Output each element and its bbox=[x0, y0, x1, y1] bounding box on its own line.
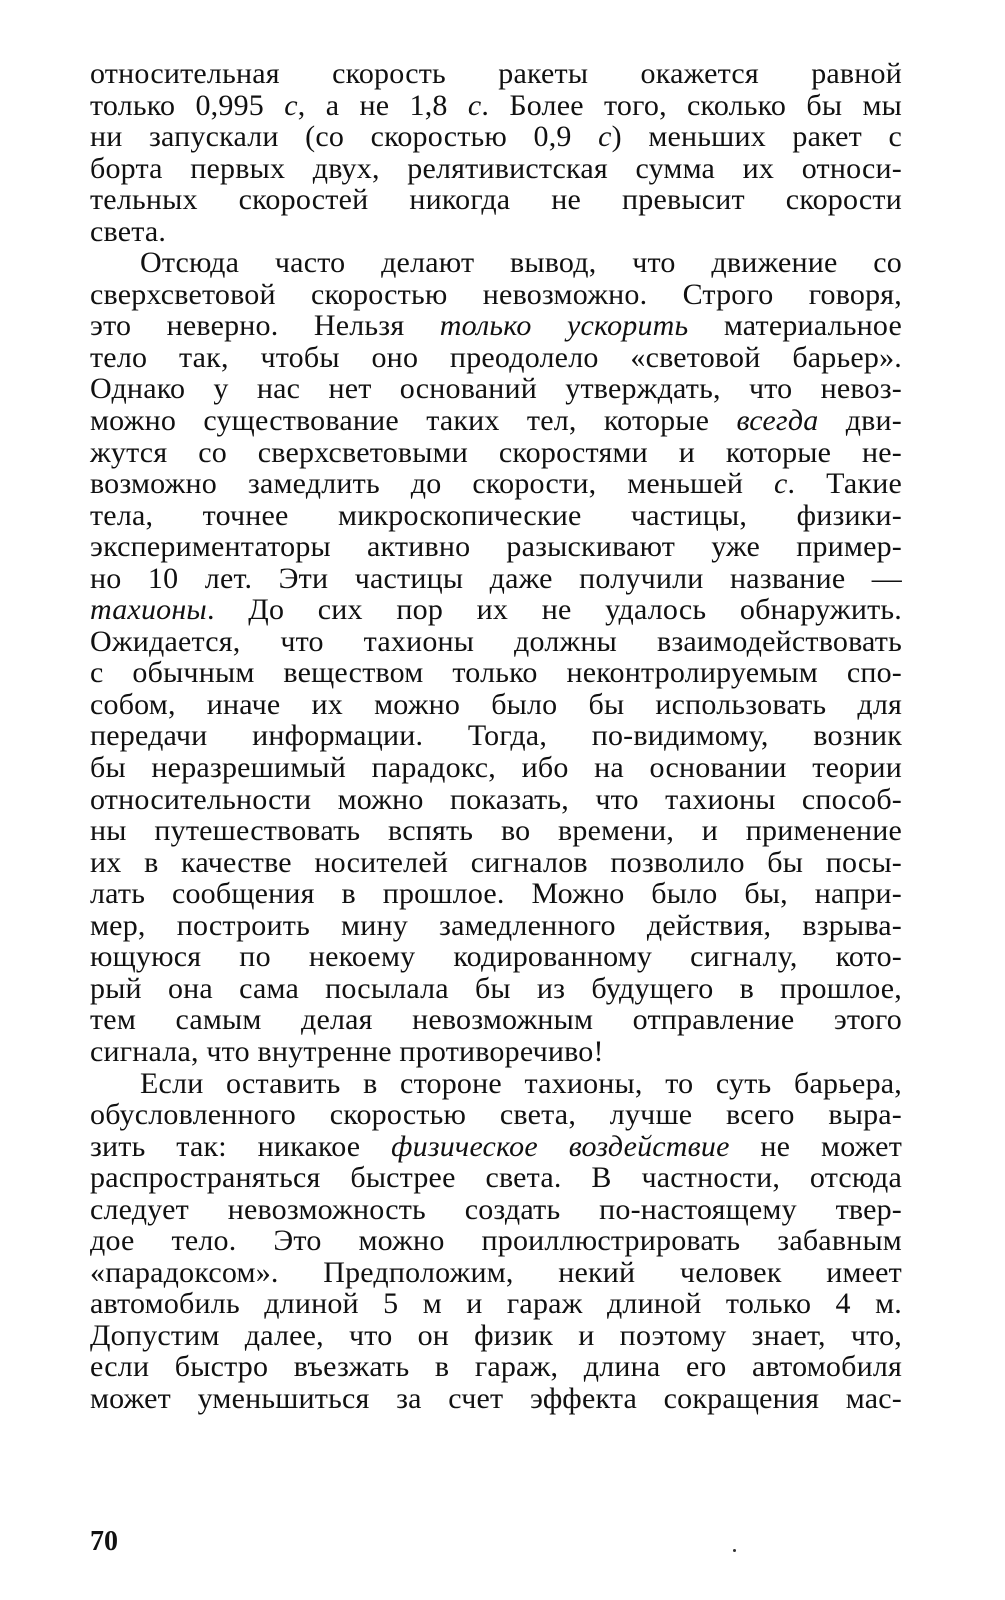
text-segment: лать сообщения в прошлое. Можно было бы, напри- bbox=[90, 877, 902, 911]
text-line bbox=[90, 1257, 902, 1289]
text-segment: дви- bbox=[818, 404, 902, 438]
text-segment: передачи информации. Тогда, по-видимому, возник bbox=[90, 719, 902, 753]
italic-text-segment: физическое воздействие bbox=[391, 1129, 730, 1163]
text-segment: зить так: никакое bbox=[90, 1129, 392, 1163]
text-segment: борта первых двух, релятивистская сумма их относи- bbox=[90, 151, 902, 185]
text-line bbox=[90, 1099, 902, 1131]
text-line bbox=[90, 468, 902, 500]
italic-text-segment: тахионы bbox=[90, 593, 207, 627]
text-segment: экспериментаторы активно разыскивают уже пример- bbox=[90, 530, 902, 564]
text-line bbox=[90, 626, 902, 658]
italic-text-segment: всегда bbox=[736, 404, 819, 438]
italic-text-segment: c bbox=[598, 120, 612, 154]
text-segment: тем самым делая невозможным отправление этого bbox=[90, 1003, 902, 1037]
text-line bbox=[90, 847, 902, 879]
text-line bbox=[90, 1194, 902, 1226]
text-segment: автомобиль длиной 5 м и гараж длиной только 4 м. bbox=[90, 1287, 902, 1321]
text-line bbox=[90, 1288, 902, 1320]
text-line bbox=[90, 153, 902, 185]
text-line bbox=[90, 878, 902, 910]
text-segment: можно существование таких тел, которые bbox=[90, 404, 737, 438]
text-line bbox=[90, 405, 902, 437]
text-line bbox=[90, 910, 902, 942]
text-segment: это неверно. Нельзя bbox=[90, 309, 440, 343]
text-segment: ны путешествовать вспять во времени, и применение bbox=[90, 814, 902, 848]
text-segment: дое тело. Это можно проиллюстрировать забавным bbox=[90, 1224, 902, 1258]
text-line bbox=[90, 1131, 902, 1163]
text-line bbox=[90, 594, 902, 626]
text-line bbox=[90, 1225, 902, 1257]
text-segment: собом, иначе их можно было бы использовать для bbox=[90, 687, 902, 721]
text-line bbox=[90, 342, 902, 374]
text-line bbox=[90, 90, 902, 122]
text-segment: Отсюда часто делают вывод, что движение со bbox=[140, 246, 902, 280]
text-segment: сигнала, что внутренне противоречиво! bbox=[90, 1034, 604, 1068]
text-segment: только 0,995 bbox=[90, 88, 285, 122]
text-segment: тела, точнее микроскопические частицы, физики- bbox=[90, 498, 902, 532]
text-line bbox=[90, 373, 902, 405]
text-segment: жутся со сверхсветовыми скоростями и которые не- bbox=[90, 435, 902, 469]
text-line bbox=[90, 1351, 902, 1383]
text-segment: Ожидается, что тахионы должны взаимодействовать bbox=[90, 624, 902, 658]
text-line bbox=[90, 216, 902, 248]
text-line bbox=[90, 1036, 902, 1068]
text-line bbox=[90, 941, 902, 973]
text-line bbox=[90, 1068, 902, 1100]
text-segment: относительная скорость ракеты окажется равной bbox=[90, 57, 902, 90]
text-segment: относительности можно показать, что тахионы способ- bbox=[90, 782, 902, 816]
text-segment: рый она сама посылала бы из будущего в прошлое, bbox=[90, 971, 902, 1005]
text-line bbox=[90, 815, 902, 847]
text-segment: Допустим далее, что он физик и поэтому знает, что, bbox=[90, 1318, 902, 1352]
text-segment: Если оставить в стороне тахионы, то суть барьера, bbox=[140, 1066, 902, 1100]
body-text bbox=[90, 58, 902, 1415]
italic-text-segment: c bbox=[774, 467, 788, 501]
text-line bbox=[90, 247, 902, 279]
text-segment: . До сих пор их не удалось обнаружить. bbox=[206, 593, 902, 627]
text-line bbox=[90, 689, 902, 721]
italic-text-segment: c bbox=[284, 88, 298, 122]
text-segment: с обычным веществом только неконтролируемым спо- bbox=[90, 656, 902, 690]
text-line bbox=[90, 973, 902, 1005]
text-segment: не может bbox=[729, 1129, 902, 1163]
text-line bbox=[90, 437, 902, 469]
text-line bbox=[90, 184, 902, 216]
text-segment: . Такие bbox=[787, 467, 902, 501]
text-line bbox=[90, 500, 902, 532]
text-line bbox=[90, 310, 902, 342]
text-segment: распространяться быстрее света. В частности, отсюда bbox=[90, 1161, 902, 1195]
text-segment: , а не 1,8 bbox=[297, 88, 468, 122]
text-segment: возможно замедлить до скорости, меньшей bbox=[90, 467, 775, 501]
text-segment: тело так, чтобы оно преодолело «световой барьер». bbox=[90, 340, 902, 374]
text-line bbox=[90, 58, 902, 90]
text-segment: ) меньших ракет с bbox=[611, 120, 902, 154]
text-line bbox=[90, 784, 902, 816]
text-segment: света. bbox=[90, 214, 167, 248]
text-segment: тельных скоростей никогда не превысит скорости bbox=[90, 183, 902, 217]
text-segment: следует невозможность создать по-настоящему твер- bbox=[90, 1192, 902, 1226]
italic-text-segment: только ускорить bbox=[439, 309, 689, 343]
text-segment: мер, построить мину замедленного действия, взрыва- bbox=[90, 908, 902, 942]
text-segment: ющуюся по некоему кодированному сигналу, кото- bbox=[90, 940, 902, 974]
text-line bbox=[90, 531, 902, 563]
text-segment: «парадоксом». Предположим, некий человек имеет bbox=[90, 1255, 902, 1289]
page-number: 70 bbox=[90, 1526, 118, 1557]
text-line bbox=[90, 563, 902, 595]
text-line bbox=[90, 752, 902, 784]
text-line bbox=[90, 1383, 902, 1415]
text-segment: ни запускали (со скоростью 0,9 bbox=[90, 120, 599, 154]
text-line bbox=[90, 1320, 902, 1352]
text-line bbox=[90, 720, 902, 752]
text-line bbox=[90, 657, 902, 689]
text-segment: сверхсветовой скоростью невозможно. Строго говоря, bbox=[90, 277, 902, 311]
text-segment: . Более того, сколько бы мы bbox=[481, 88, 902, 122]
text-line bbox=[90, 1162, 902, 1194]
text-line bbox=[90, 121, 902, 153]
text-segment: Однако у нас нет оснований утверждать, что невоз- bbox=[90, 372, 902, 406]
text-segment: может уменьшиться за счет эффекта сокращения мас- bbox=[90, 1381, 902, 1415]
text-segment: бы неразрешимый парадокс, ибо на основании теории bbox=[90, 751, 902, 785]
text-segment: если быстро въезжать в гараж, длина его автомобиля bbox=[90, 1350, 902, 1384]
text-line bbox=[90, 1004, 902, 1036]
text-segment: их в качестве носителей сигналов позволило бы посы- bbox=[90, 845, 902, 879]
text-segment: обусловленного скоростью света, лучше всего выра- bbox=[90, 1098, 902, 1132]
italic-text-segment: c bbox=[467, 88, 482, 122]
text-segment: материальное bbox=[688, 309, 902, 343]
print-speck bbox=[733, 1549, 736, 1552]
text-segment: но 10 лет. Эти частицы даже получили название — bbox=[90, 561, 902, 595]
text-line bbox=[90, 279, 902, 311]
